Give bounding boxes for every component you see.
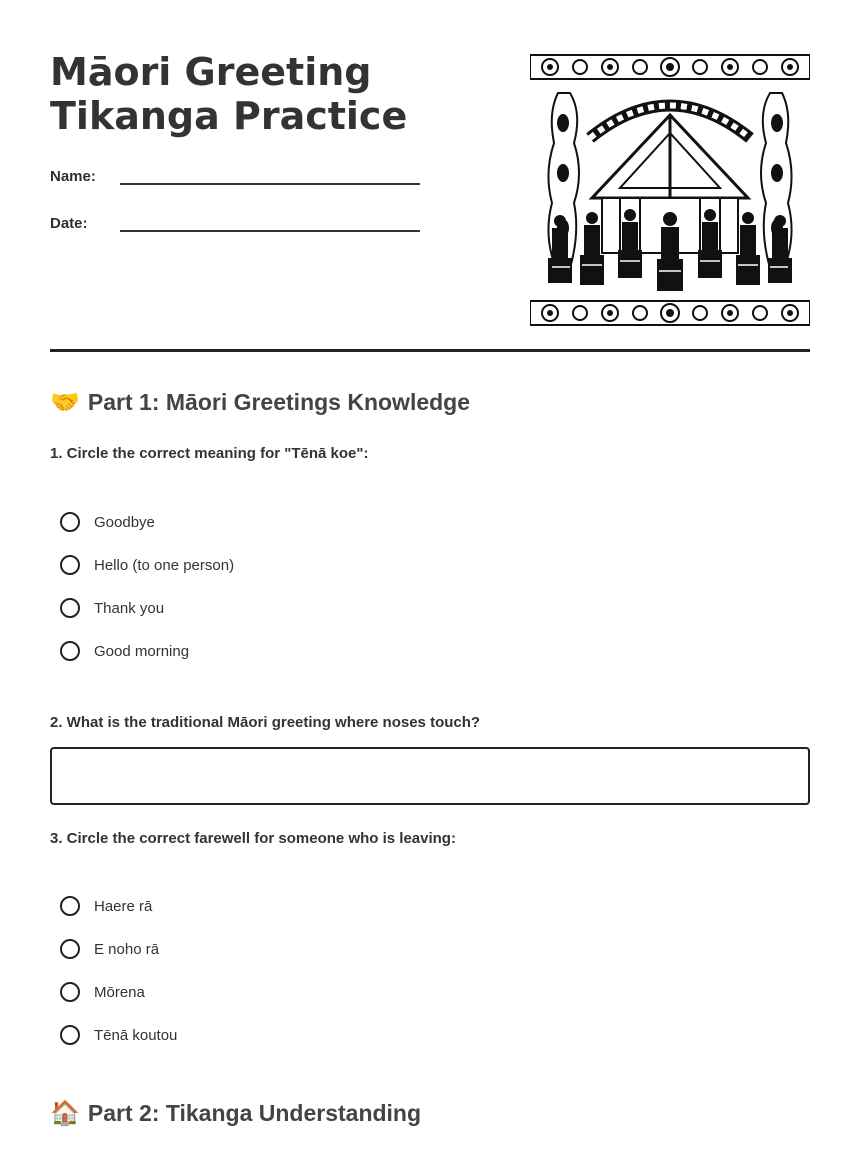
q1-option-4[interactable] bbox=[60, 641, 189, 661]
name-field bbox=[50, 165, 420, 185]
handshake-icon: 🤝 bbox=[50, 389, 80, 416]
date-input-line[interactable] bbox=[120, 212, 420, 232]
question-2: 2. What is the traditional Māori greeting where noses touch? bbox=[50, 714, 481, 731]
q1-option-2[interactable] bbox=[60, 555, 234, 575]
q1-option-3[interactable] bbox=[60, 598, 164, 618]
radio-circle[interactable] bbox=[60, 512, 80, 532]
radio-circle[interactable] bbox=[60, 1025, 80, 1045]
date-label: Date: bbox=[50, 215, 88, 232]
marae-wharenui-illustration bbox=[530, 53, 810, 328]
name-label: Name: bbox=[50, 168, 96, 185]
option-label: Goodbye bbox=[94, 513, 155, 531]
radio-circle[interactable] bbox=[60, 555, 80, 575]
part2-heading bbox=[50, 1099, 421, 1128]
worksheet-header bbox=[50, 0, 810, 352]
option-label: Tēnā koutou bbox=[94, 1026, 178, 1044]
worksheet-page bbox=[50, 0, 810, 1127]
option-label: Hello (to one person) bbox=[94, 556, 235, 574]
page-title: Māori Greeting Tikanga Practice bbox=[50, 50, 408, 138]
date-field bbox=[50, 212, 420, 232]
option-label: Good morning bbox=[94, 642, 190, 660]
q3-option-3[interactable] bbox=[60, 982, 145, 1002]
q3-option-2[interactable] bbox=[60, 939, 159, 959]
part1-heading-text: Part 1: Māori Greetings Knowledge bbox=[87, 389, 471, 415]
q3-option-4[interactable] bbox=[60, 1025, 177, 1045]
part2-heading-text: Part 2: Tikanga Understanding bbox=[87, 1100, 422, 1126]
part1-heading bbox=[50, 388, 470, 417]
header-divider bbox=[50, 349, 810, 352]
option-label: Haere rā bbox=[94, 897, 153, 915]
q2-answer-box[interactable] bbox=[50, 747, 810, 805]
option-label: Mōrena bbox=[94, 983, 145, 1001]
radio-circle[interactable] bbox=[60, 939, 80, 959]
radio-circle[interactable] bbox=[60, 598, 80, 618]
name-input-line[interactable] bbox=[120, 165, 420, 185]
radio-circle[interactable] bbox=[60, 641, 80, 661]
radio-circle[interactable] bbox=[60, 896, 80, 916]
option-label: Thank you bbox=[94, 599, 165, 617]
question-1: 1. Circle the correct meaning for "Tēnā koe": bbox=[50, 445, 369, 462]
question-3: 3. Circle the correct farewell for someone who is leaving: bbox=[50, 830, 456, 847]
q3-option-1[interactable] bbox=[60, 896, 152, 916]
house-icon: 🏠 bbox=[50, 1100, 80, 1127]
radio-circle[interactable] bbox=[60, 982, 80, 1002]
option-label: E noho rā bbox=[94, 940, 160, 958]
q1-option-1[interactable] bbox=[60, 512, 155, 532]
